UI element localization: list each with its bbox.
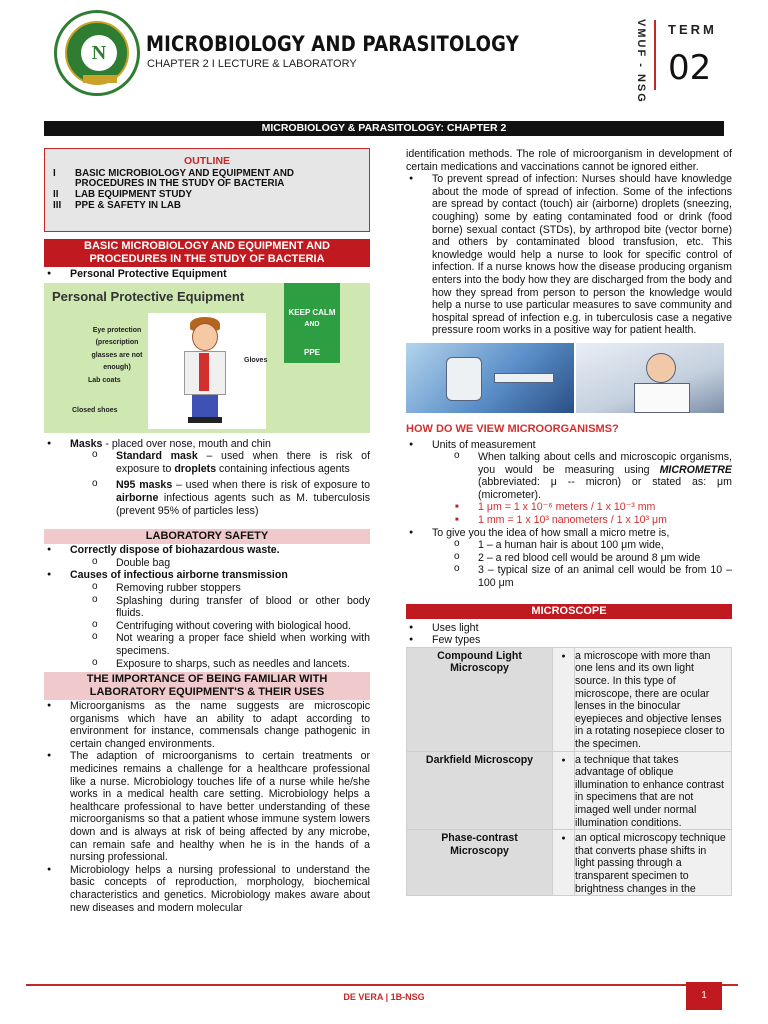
scientist-photo xyxy=(576,343,724,413)
microscope-type-desc: an optical microscopy technique that converts phase shifts in light passing through a transparent specimen to brightness changes in the xyxy=(575,830,732,896)
masks-bullet: ● Masks - placed over nose, mouth and chin xyxy=(44,438,370,451)
left-column xyxy=(44,148,370,914)
importance-item: ● Microbiology helps a nursing professional to understand the basic concepts of reproduction, morphology, biochemical characteristics and genetics. Microbiology makes aware about new diseases and modern molecular xyxy=(44,864,370,914)
section-heading-basic: BASIC MICROBIOLOGY AND EQUIPMENT AND PROCEDURES IN THE STUDY OF BACTERIA xyxy=(44,239,370,267)
units-bullet: ● Units of measurement xyxy=(406,439,732,452)
causes-bullet: ● Causes of infectious airborne transmission xyxy=(44,569,370,582)
keep-calm-badge: KEEP CALM AND xyxy=(284,283,340,343)
right-column xyxy=(406,148,732,896)
microscope-types-table xyxy=(406,647,732,896)
ppe-illustration xyxy=(44,283,370,433)
footer-author: DE VERA | 1B-NSG xyxy=(343,992,425,1002)
outline-item: II LAB EQUIPMENT STUDY xyxy=(53,189,193,201)
double-bag-item: o Double bag xyxy=(44,557,370,570)
ppe-badge: PPE xyxy=(284,343,340,363)
seal-ribbon xyxy=(83,75,117,83)
person-legs xyxy=(192,395,218,417)
idea-bullet: ● To give you the idea of how small a micro metre is, xyxy=(406,527,732,540)
outline-title: OUTLINE xyxy=(183,155,231,167)
university-seal-logo xyxy=(54,10,140,96)
microscope-type-desc: a technique that takes advantage of oblique illumination to enhance contrast in specimens that are not imaged well under normal illumination conditions. xyxy=(575,751,732,830)
microscope-type-name: Phase-contrast Microscopy xyxy=(407,830,553,896)
label-eye-protection: Eye protection (prescription glasses are not enough) xyxy=(91,326,143,372)
seal-letter: N xyxy=(81,35,117,71)
section-heading-lab-safety: LABORATORY SAFETY xyxy=(44,529,370,544)
size-example: o 2 – a red blood cell would be around 8 μm wide xyxy=(406,552,732,565)
uses-light-bullet: ● Uses light xyxy=(406,622,732,635)
laboratory-photos xyxy=(406,343,724,413)
continued-paragraph: identification methods. The role of microorganism in development of certain medications and vaccinations cannot be ignored either. xyxy=(406,148,732,173)
prevent-spread-item: ● To prevent spread of infection: Nurses should have knowledge about the mode of spread of infection. Some of the infections are spread by contact (touch) air (airborne) droplets (sneezing, coughing) some by eating contaminated food or drink (food borne) sexual contact (STDs), by arthropod bite (vector borne) and others by contaminated blood transfusion, etc. This knowledge would help a nurse to look for specific control of infection. If a nurse knows how the disease producing organism enters into the body how they are discharged from the body and how they spread from person to person the knowledge would help a nurse to use particular measures to save community and hospital spread of infection e.g. in tuberculosis case a negative pressure room works in a positive way for patient health. xyxy=(406,173,732,337)
micrometre-item: o When talking about cells and microscopic organisms, you would be measuring using MICROMETRE (abbreviated: μ -- micron) or stated as: μm (micrometer). xyxy=(406,451,732,501)
label-gloves: Gloves xyxy=(244,356,268,364)
outline-box xyxy=(44,148,370,232)
course-subtitle: CHAPTER 2 I LECTURE & LABORATORY xyxy=(147,58,357,70)
course-title: MICROBIOLOGY AND PARASITOLOGY xyxy=(146,32,519,56)
person-head xyxy=(192,323,218,351)
importance-item: ● Microorganisms as the name suggests are microscopic organisms which have an ability to adapt according to environment for instance, commensals change pathogenic in certain changed environments. xyxy=(44,700,370,750)
bullet-cell: ● xyxy=(553,751,575,830)
footer-rule xyxy=(26,984,738,986)
microscope-photo xyxy=(406,343,574,413)
bullet-cell: ● xyxy=(553,647,575,751)
section-heading-view-microorganisms: HOW DO WE VIEW MICROORGANISMS? xyxy=(406,422,619,435)
bullet-cell: ● xyxy=(553,830,575,896)
term-number: 02 xyxy=(668,48,712,88)
cause-item: o Splashing during transfer of blood or other body fluids. xyxy=(44,595,370,620)
section-heading-importance: THE IMPORTANCE OF BEING FAMILIAR WITH LABORATORY EQUIPMENT'S & THEIR USES xyxy=(44,672,370,700)
ppe-image-title: Personal Protective Equipment xyxy=(52,288,245,304)
standard-mask-item: o Standard mask – used when there is risk of exposure to droplets containing infectious agents xyxy=(44,450,370,475)
table-row xyxy=(407,751,732,830)
person-shirt xyxy=(199,353,209,391)
label-lab-coats: Lab coats xyxy=(88,376,121,384)
cause-item: o Centrifuging without covering with biological hood. xyxy=(44,620,370,633)
header-divider xyxy=(654,20,656,90)
cause-item: o Removing rubber stoppers xyxy=(44,582,370,595)
cause-item: o Exposure to sharps, such as needles and lancets. xyxy=(44,658,370,671)
microscope-type-desc: a microscope with more than one lens and its own light source. In this type of microscope, there are ocular lenses in the binocular eyepieces and objective lenses in a rotating nosepiece closer to the specimen. xyxy=(575,647,732,751)
table-row xyxy=(407,647,732,751)
few-types-bullet: ● Few types xyxy=(406,634,732,647)
outline-item: I BASIC MICROBIOLOGY AND EQUIPMENT AND PROCEDURES IN THE STUDY OF BACTERIA xyxy=(53,167,294,190)
label-closed-shoes: Closed shoes xyxy=(72,406,118,414)
size-example: o 3 – typical size of an animal cell would be from 10 – 100 μm xyxy=(406,564,732,589)
microscope-type-name: Darkfield Microscopy xyxy=(407,751,553,830)
size-example: o 1 – a human hair is about 100 μm wide, xyxy=(406,539,732,552)
chapter-bar: MICROBIOLOGY & PARASITOLOGY: CHAPTER 2 xyxy=(44,121,724,136)
school-code: VMUF - NSG xyxy=(635,19,647,104)
term-label: TERM xyxy=(668,22,717,37)
section-heading-microscope: MICROSCOPE xyxy=(406,604,732,619)
cause-item: o Not wearing a proper face shield when working with specimens. xyxy=(44,632,370,657)
table-row xyxy=(407,830,732,896)
n95-mask-item: o N95 masks – used when there is risk of exposure to airborne infectious agents such as M. tuberculosis (prevent 95% of particles less) xyxy=(44,479,370,517)
outline-item: III PPE & SAFETY IN LAB xyxy=(53,199,181,211)
seal-ring xyxy=(65,21,129,85)
page-number: 1 xyxy=(686,982,722,1010)
microscope-type-name: Compound Light Microscopy xyxy=(407,647,553,751)
page-header xyxy=(0,0,768,110)
ppe-bullet: ● Personal Protective Equipment xyxy=(44,268,370,281)
conversion-item: ■ 1 mm = 1 x 10³ nanometers / 1 x 10³ μm xyxy=(406,514,732,527)
importance-item: ● The adaption of microorganisms to certain treatments or medicines remains a challenge for a healthcare professional like a nurse. Microbiology touches life of a nurse while he/she works in a medical health care setting. Microbiology helps a healthcare professional to have better understanding of these microorganisms so that a patient whose immune system lowers down and is always at risk of being affected by any microbe, can remain safe and healthy when he is in the hands of a nursing professional. xyxy=(44,750,370,863)
conversion-item: ■ 1 μm = 1 x 10⁻⁶ meters / 1 x 10⁻³ mm xyxy=(406,501,732,514)
dispose-bullet: ● Correctly dispose of biohazardous waste. xyxy=(44,544,370,557)
person-shoes xyxy=(188,417,222,423)
